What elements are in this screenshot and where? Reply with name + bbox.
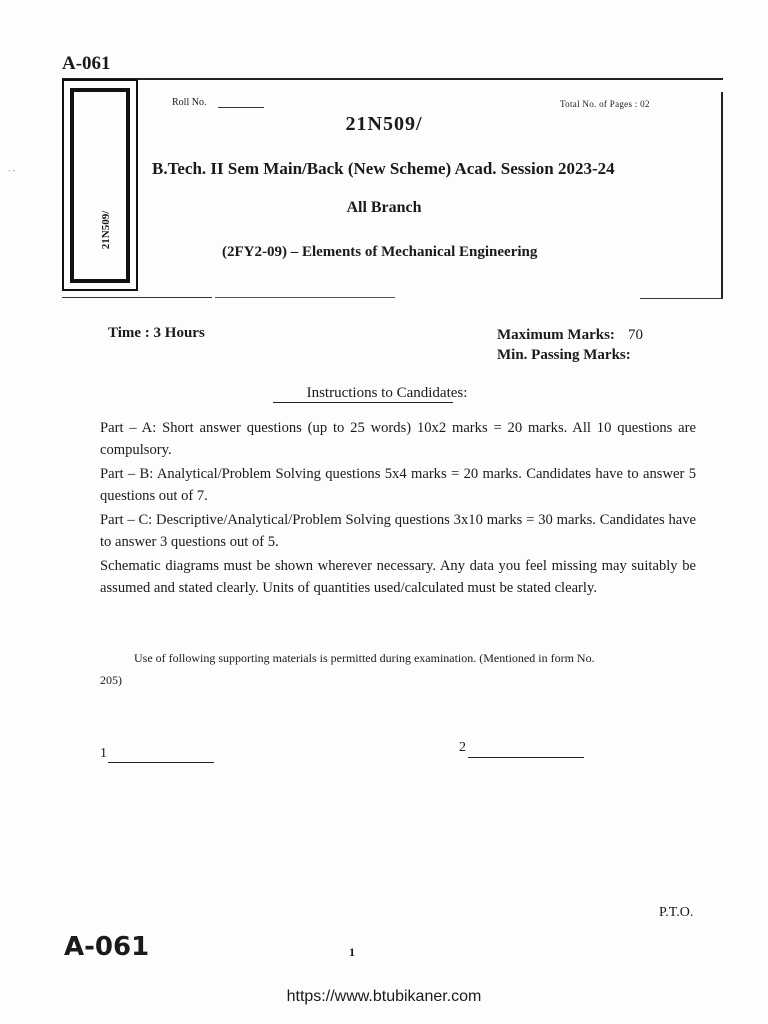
scan-mark: - -: [8, 166, 16, 175]
instruction-part-b: Part – B: Analytical/Problem Solving questions 5x4 marks = 20 marks. Candidates have to answer 5 questions out of 7.: [100, 466, 696, 504]
instructions-heading-underline: [273, 402, 453, 403]
paper-id-bottom: A-061: [64, 932, 150, 962]
header-frame: [62, 78, 723, 300]
min-passing-marks-label: Min. Passing Marks:: [497, 347, 631, 363]
supporting-item-2-number: 2: [459, 740, 466, 755]
instruction-part-c: Part – C: Descriptive/Analytical/Problem Solving questions 3x10 marks = 30 marks. Candidates have to answer 3 questions out of 5.: [100, 512, 696, 550]
roll-box-paper-code: 21N509/: [100, 210, 112, 250]
supporting-item-1-blank: [108, 762, 214, 763]
total-pages: Total No. of Pages : 02: [560, 99, 650, 109]
supporting-materials-note: Use of following supporting materials is permitted during examination. (Mentioned in form No.: [134, 651, 595, 665]
page-number: 1: [349, 945, 355, 959]
subject-title: (2FY2-09) – Elements of Mechanical Engineering: [222, 244, 538, 260]
program-title: B.Tech. II Sem Main/Back (New Scheme) Acad. Session 2023-24: [152, 159, 615, 178]
exam-duration: Time : 3 Hours: [108, 325, 205, 341]
paper-id-top: A-061: [62, 53, 111, 74]
instruction-part-a: Part – A: Short answer questions (up to 25 words) 10x2 marks = 20 marks. All 10 questions are compulsory.: [100, 420, 696, 458]
paper-code: 21N509/: [345, 113, 423, 135]
instructions-heading: Instructions to Candidates:: [306, 385, 468, 401]
footer-url[interactable]: https://www.btubikaner.com: [286, 988, 482, 1005]
max-marks-label: Maximum Marks:: [497, 327, 615, 343]
header-frame-bottom-border: [62, 297, 212, 298]
please-turn-over: P.T.O.: [659, 905, 694, 920]
supporting-item-1-number: 1: [100, 746, 107, 761]
header-frame-bottom-border: [215, 297, 395, 298]
supporting-materials-note-continued: 205): [100, 673, 122, 687]
instruction-note: Schematic diagrams must be shown wherever necessary. Any data you feel missing may suitably be assumed and stated clearly. Units of quantities used/calculated must be stated clearly.: [100, 558, 696, 596]
roll-no-blank: [218, 107, 264, 108]
header-frame-bottom-border: [640, 298, 723, 299]
roll-no-label: Roll No.: [172, 97, 207, 108]
branch: All Branch: [346, 199, 422, 216]
max-marks-value: 70: [628, 327, 643, 343]
supporting-item-2-blank: [468, 757, 584, 758]
